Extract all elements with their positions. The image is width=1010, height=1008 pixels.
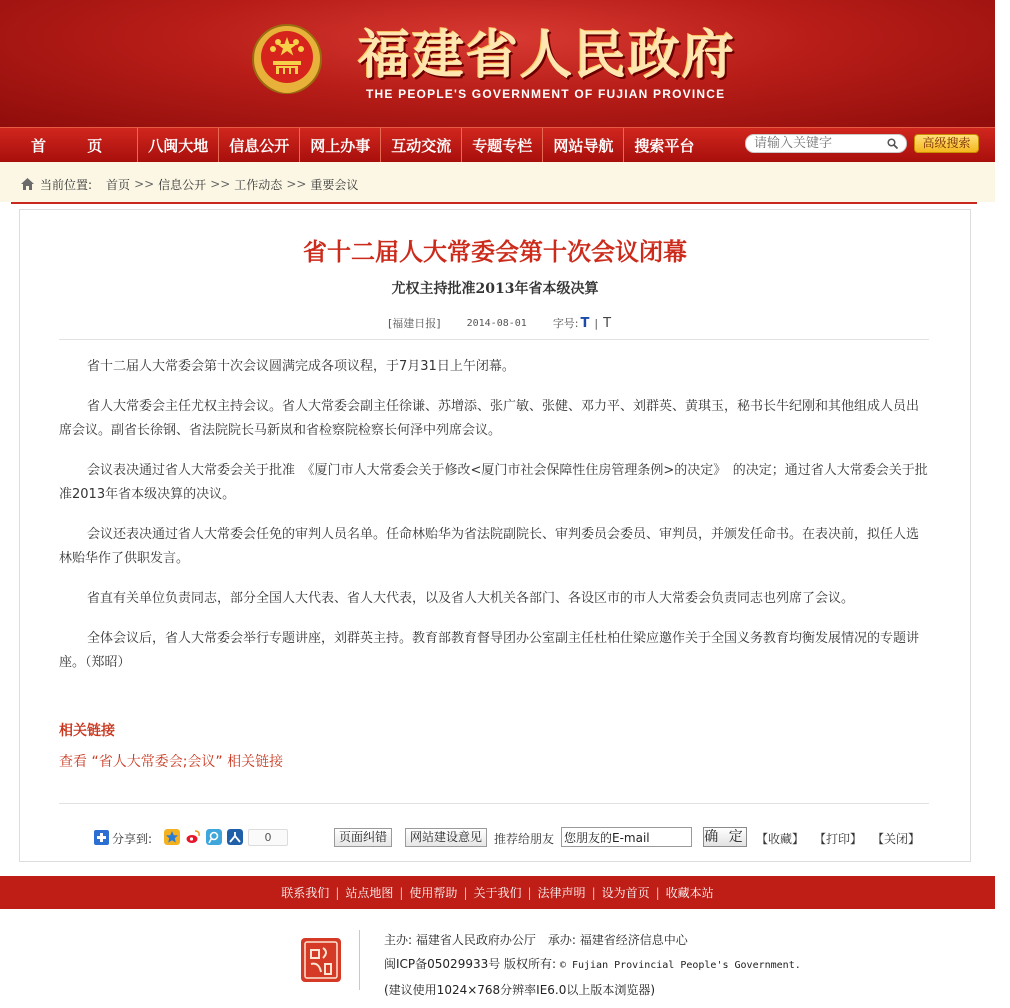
close-link[interactable]: 【关闭】 bbox=[872, 832, 921, 846]
nav-item-special-topics[interactable]: 专题专栏 bbox=[462, 128, 543, 163]
nav-item-bamin[interactable]: 八闽大地 bbox=[138, 128, 219, 163]
confirm-button[interactable]: 确 定 bbox=[704, 829, 746, 845]
recommend-label: 推荐给朋友 bbox=[494, 832, 555, 846]
site-subtitle: THE PEOPLE'S GOVERNMENT OF FUJIAN PROVINCE bbox=[366, 87, 726, 101]
font-size-label: 字号: bbox=[552, 317, 579, 330]
nav-item-interaction[interactable]: 互动交流 bbox=[381, 128, 462, 163]
breadcrumb-label: 当前位置: bbox=[40, 177, 93, 192]
nav-item-online-service[interactable]: 网上办事 bbox=[300, 128, 381, 163]
footer-separator: | bbox=[335, 885, 340, 900]
article-subtitle: 尤权主持批准2013年省本级决算 bbox=[391, 281, 599, 297]
page-correction-button[interactable]: 页面纠错 bbox=[334, 828, 392, 847]
renren-share-icon[interactable] bbox=[227, 829, 243, 845]
site-header bbox=[0, 0, 995, 127]
share-plus-icon[interactable] bbox=[94, 830, 109, 845]
article-title: 省十二届人大常委会第十次会议闭幕 bbox=[303, 237, 687, 266]
related-link[interactable]: 查看 “省人大常委会;会议” 相关链接 bbox=[59, 754, 284, 770]
footer-separator: | bbox=[463, 885, 468, 900]
font-size-small-button[interactable]: T bbox=[603, 315, 612, 331]
breadcrumb-separator: >> bbox=[134, 177, 155, 191]
share-count: 0 bbox=[248, 829, 288, 846]
article-source: [福建日报] bbox=[388, 317, 441, 330]
article-toolbar bbox=[0, 827, 995, 849]
breadcrumb-item-home[interactable]: 首页 bbox=[106, 177, 131, 192]
article-paragraph: 省十二届人大常委会第十次会议圆满完成各项议程，于7月31日上午闭幕。 bbox=[87, 359, 515, 374]
footer-icp: 闽ICP备05029933号 版权所有: bbox=[384, 957, 557, 971]
breadcrumb-item-work-news[interactable]: 工作动态 bbox=[234, 177, 283, 192]
article-paragraph: 会议表决通过省人大常委会关于批准 《厦门市人大常委会关于修改<厦门市社会保障性住房管理条例>的决定》 的决定；通过省人大常委会关于批准2013年省本级决算的决议。 bbox=[59, 463, 928, 502]
nav-item-info-public[interactable]: 信息公开 bbox=[219, 128, 300, 163]
article-meta bbox=[388, 315, 611, 331]
article-paragraph: 全体会议后，省人大常委会举行专题讲座，刘群英主持。教育部教育督导团办公室副主任杜柏仕梁应邀作关于全国义务教育均衡发展情况的专题讲座。（郑昭） bbox=[59, 631, 920, 670]
article-paragraph: 会议还表决通过省人大常委会任免的审判人员名单。任命林贻华为省法院副院长、审判委员会委员、审判员，并颁发任命书。在表决前，拟任人选林贻华作了供职发言。 bbox=[59, 527, 920, 566]
article-paragraph: 省直有关单位负责同志，部分全国人大代表、省人大代表，以及省人大机关各部门、各设区市的市人大常委会负责同志也列席了会议。 bbox=[87, 591, 855, 606]
qzone-share-icon[interactable] bbox=[164, 829, 180, 845]
divider bbox=[11, 202, 977, 204]
related-links-title: 相关链接 bbox=[59, 723, 115, 739]
breadcrumb-separator: >> bbox=[286, 177, 307, 191]
print-link[interactable]: 【打印】 bbox=[814, 832, 863, 846]
national-emblem-icon bbox=[251, 23, 323, 99]
footer-separator: | bbox=[655, 885, 660, 900]
nav-item-home[interactable]: 首 页 bbox=[14, 128, 138, 163]
footer-copyright: © Fujian Provincial People's Government. bbox=[559, 960, 801, 971]
footer-link-contact[interactable]: 联系我们 bbox=[281, 886, 330, 900]
footer-link-legal[interactable]: 法律声明 bbox=[537, 886, 586, 900]
footer-link-bookmark[interactable]: 收藏本站 bbox=[665, 886, 714, 900]
footer-link-help[interactable]: 使用帮助 bbox=[409, 886, 458, 900]
search-box bbox=[745, 134, 907, 153]
nav-item-site-nav[interactable]: 网站导航 bbox=[543, 128, 624, 163]
favorite-link[interactable]: 【收藏】 bbox=[756, 832, 805, 846]
advanced-search-button[interactable]: 高级搜索 bbox=[914, 134, 979, 153]
font-size-separator: | bbox=[594, 316, 599, 330]
breadcrumb-separator: >> bbox=[210, 177, 231, 191]
footer-links bbox=[0, 876, 995, 909]
footer-link-about[interactable]: 关于我们 bbox=[473, 886, 522, 900]
search-input[interactable] bbox=[754, 135, 884, 152]
friend-email-input[interactable] bbox=[561, 827, 692, 847]
footer-link-sitemap[interactable]: 站点地图 bbox=[345, 886, 394, 900]
article-date: 2014-08-01 bbox=[466, 317, 527, 329]
divider bbox=[59, 339, 929, 340]
breadcrumb bbox=[20, 176, 358, 192]
footer-separator: | bbox=[591, 885, 596, 900]
tencent-weibo-share-icon[interactable] bbox=[206, 829, 222, 845]
article-paragraph: 省人大常委会主任尤权主持会议。省人大常委会副主任徐谦、苏增添、张广敏、张健、邓力平、刘群英、黄琪玉，秘书长牛纪刚和其他组成人员出席会议。副省长徐钢、省法院院长马新岚和省检察院检察长何泽中列席会议。 bbox=[59, 399, 920, 438]
footer-separator: | bbox=[399, 885, 404, 900]
footer-browser-note: (建议使用1024×768分辨率IE6.0以上版本浏览器) bbox=[384, 983, 656, 997]
footer-host: 主办: 福建省人民政府办公厅 承办: 福建省经济信息中心 bbox=[384, 933, 688, 947]
article-body bbox=[59, 355, 929, 691]
footer-info bbox=[384, 928, 801, 1002]
footer-divider bbox=[359, 930, 360, 990]
weibo-share-icon[interactable] bbox=[185, 829, 201, 845]
font-size-large-button[interactable]: T bbox=[580, 315, 590, 331]
home-icon bbox=[20, 177, 35, 191]
breadcrumb-item-info-public[interactable]: 信息公开 bbox=[158, 177, 207, 192]
nav-item-search-platform[interactable]: 搜索平台 bbox=[634, 137, 695, 155]
government-seal-icon bbox=[299, 936, 343, 984]
search-icon[interactable] bbox=[887, 138, 898, 149]
share-label: 分享到: bbox=[112, 832, 153, 846]
footer-copyright-line bbox=[384, 952, 801, 978]
breadcrumb-item-important-meetings[interactable]: 重要会议 bbox=[310, 177, 359, 192]
divider bbox=[59, 803, 929, 804]
footer-link-set-homepage[interactable]: 设为首页 bbox=[601, 886, 650, 900]
site-suggestion-button[interactable]: 网站建设意见 bbox=[405, 828, 487, 847]
footer-separator: | bbox=[527, 885, 532, 900]
site-title: 福建省人民政府 bbox=[358, 25, 737, 86]
